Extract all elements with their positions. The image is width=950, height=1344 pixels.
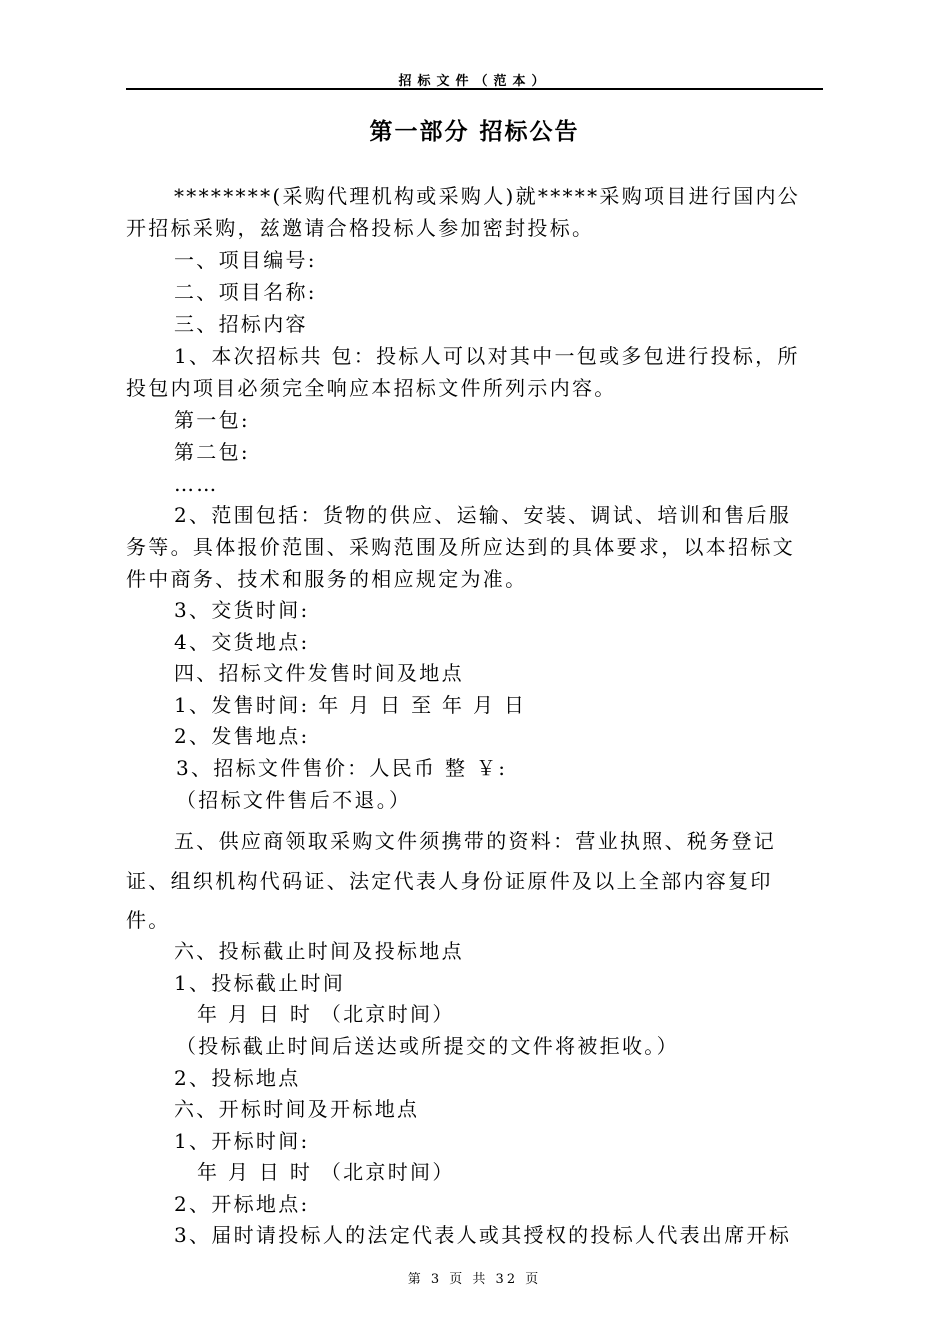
paragraph-line: （投标截止时间后送达或所提交的文件将被拒收。） (176, 1034, 679, 1058)
paragraph-line: 2、投标地点 (174, 1066, 301, 1090)
paragraph-line: 件。 (126, 908, 171, 932)
running-header: 招标文件（范本） (398, 74, 551, 89)
paragraph-line: …… (174, 472, 219, 496)
paragraph-line: 四、招标文件发售时间及地点 (174, 661, 464, 685)
paragraph-line: 三、招标内容 (174, 312, 308, 336)
paragraph-line: 证、组织机构代码证、法定代表人身份证原件及以上全部内容复印 (126, 869, 773, 893)
paragraph-line: 第一包: (174, 408, 250, 432)
paragraph-line: 1、开标时间: (174, 1129, 310, 1153)
paragraph-line: ********(采购代理机构或采购人)就*****采购项目进行国内公 (174, 184, 801, 208)
paragraph-line: 投包内项目必须完全响应本招标文件所列示内容。 (126, 376, 617, 400)
paragraph-line: 六、投标截止时间及投标地点 (174, 939, 464, 963)
paragraph-line: 年 月 日 时 （北京时间） (197, 1160, 455, 1184)
paragraph-line: 3、届时请投标人的法定代表人或其授权的投标人代表出席开标 (174, 1223, 792, 1247)
paragraph-line: 开招标采购，兹邀请合格投标人参加密封投标。 (126, 216, 595, 240)
paragraph-line: （招标文件售后不退。） (176, 788, 412, 812)
paragraph-line: 年 月 日 时 （北京时间） (197, 1002, 455, 1026)
paragraph-line: 2、开标地点: (174, 1192, 310, 1216)
paragraph-line: 1、发售时间: 年 月 日 至 年 月 日 (174, 693, 527, 717)
paragraph-line: 1、投标截止时间 (174, 971, 346, 995)
page-number-footer: 第 3 页 共 32 页 (407, 1272, 542, 1287)
paragraph-line: 六、开标时间及开标地点 (174, 1097, 420, 1121)
paragraph-line: 2、范围包括：货物的供应、运输、安装、调试、培训和售后服 (174, 503, 792, 527)
header-rule (126, 88, 823, 90)
paragraph-line: 2、发售地点: (174, 724, 310, 748)
paragraph-line: 一、项目编号: (174, 248, 317, 272)
paragraph-line: 件中商务、技术和服务的相应规定为准。 (126, 567, 528, 591)
paragraph-line: 4、交货地点: (174, 630, 310, 654)
paragraph-line: 第二包: (174, 440, 250, 464)
paragraph-line: 务等。具体报价范围、采购范围及所应达到的具体要求，以本招标文 (126, 535, 795, 559)
section-title: 第一部分 招标公告 (369, 118, 580, 145)
paragraph-line: 五、供应商领取采购文件须携带的资料：营业执照、税务登记 (174, 829, 777, 853)
paragraph-line: 3、招标文件售价：人民币 整 ￥: (176, 756, 508, 780)
paragraph-line: 1、本次招标共 包：投标人可以对其中一包或多包进行投标，所 (174, 344, 800, 368)
paragraph-line: 3、交货时间: (174, 598, 310, 622)
paragraph-line: 二、项目名称: (174, 280, 317, 304)
